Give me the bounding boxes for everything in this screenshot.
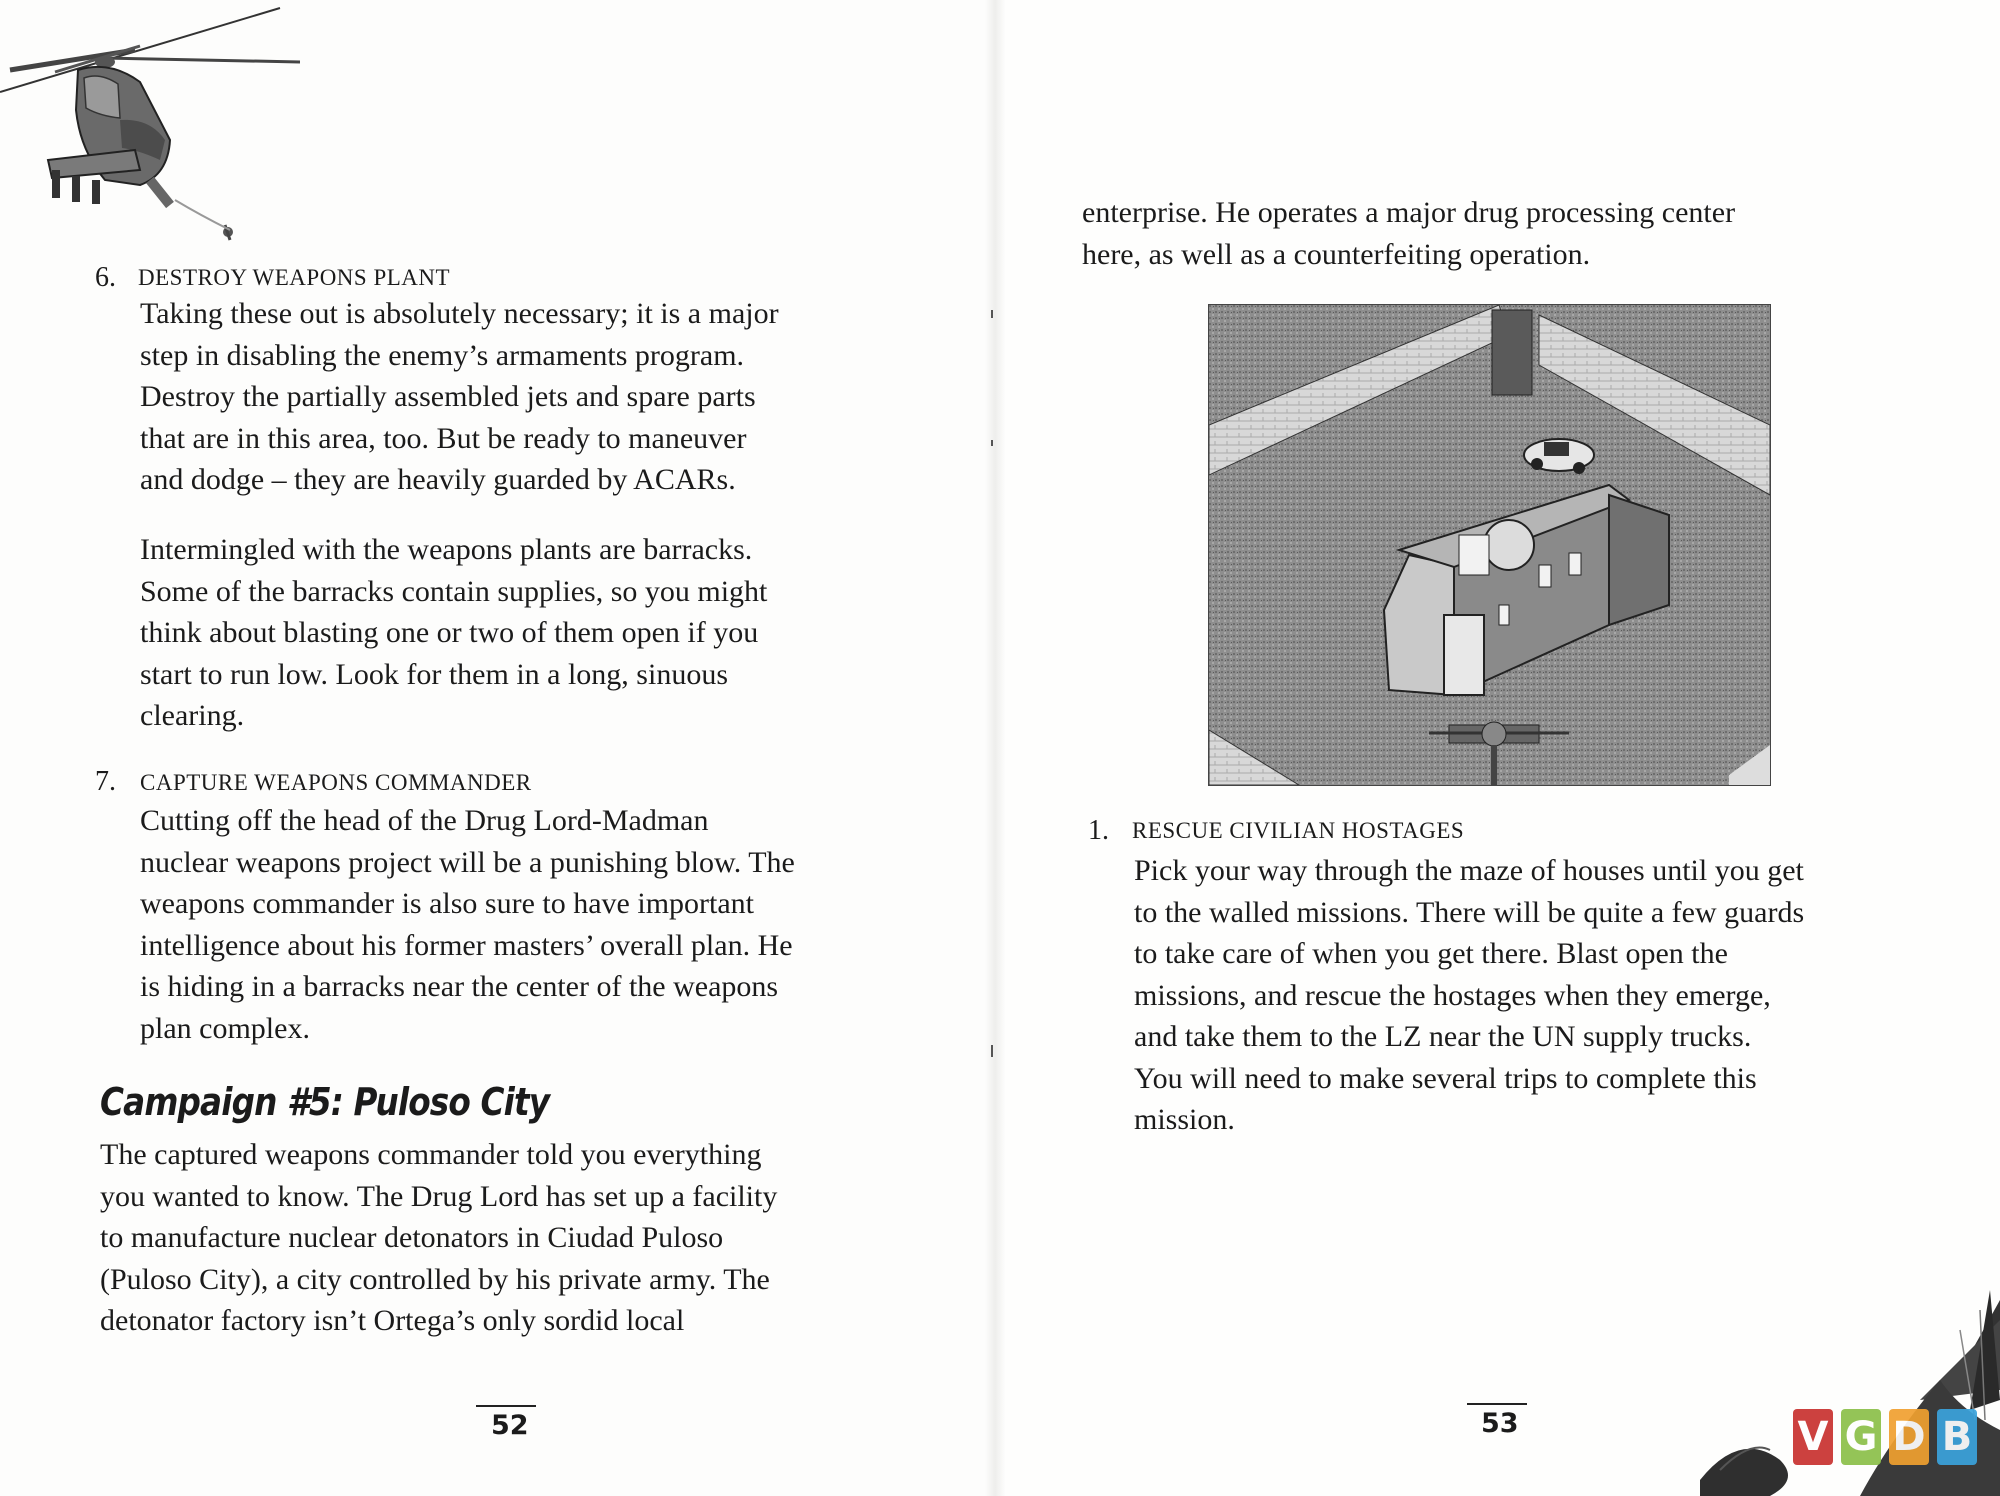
text-line: nuclear weapons project will be a punishing blow. The	[140, 845, 795, 879]
vgdb-watermark	[1793, 1403, 1983, 1473]
text-line: enterprise. He operates a major drug processing center	[1082, 196, 1736, 229]
text-line: mission.	[1134, 1103, 1235, 1136]
item-number: 7.	[95, 766, 116, 797]
text-line: start to run low. Look for them in a long, sinuous	[140, 657, 728, 691]
text-line: detonator factory isn’t Ortega’s only sordid local	[100, 1304, 685, 1337]
text-line: intelligence about his former masters’ overall plan. He	[140, 928, 793, 962]
item-title: CAPTURE WEAPONS COMMANDER	[140, 770, 532, 795]
book-gutter	[985, 0, 1005, 1496]
gutter-mark	[991, 310, 993, 318]
helicopter-illustration	[0, 0, 300, 245]
page-number-rule	[476, 1405, 536, 1407]
watermark-letter: D	[1889, 1409, 1929, 1465]
text-line: to manufacture nuclear detonators in Ciudad Puloso	[100, 1221, 724, 1254]
text-line: that are in this area, too. But be ready to maneuver	[140, 421, 747, 455]
item-title: RESCUE CIVILIAN HOSTAGES	[1132, 818, 1465, 843]
text-line: Intermingled with the weapons plants are barracks.	[140, 533, 753, 566]
text-line: and dodge – they are heavily guarded by ACARs.	[140, 463, 736, 496]
text-line: The captured weapons commander told you everything	[100, 1138, 762, 1171]
text-line: is hiding in a barracks near the center of the weapons	[140, 970, 779, 1003]
page-number-rule	[1467, 1403, 1527, 1405]
item-number: 1.	[1088, 815, 1109, 846]
watermark-letter: B	[1937, 1409, 1977, 1465]
page-number: 53	[1481, 1408, 1519, 1439]
text-line: Taking these out is absolutely necessary; it is a major	[140, 297, 779, 330]
text-line: (Puloso City), a city controlled by his private army. The	[100, 1262, 770, 1296]
item-number: 6.	[95, 262, 116, 293]
text-line: clearing.	[140, 699, 245, 732]
text-line: Cutting off the head of the Drug Lord-Madman	[140, 804, 709, 837]
gutter-mark	[991, 1045, 993, 1057]
text-line: and take them to the LZ near the UN supply trucks.	[1134, 1020, 1752, 1053]
game-screenshot	[1208, 304, 1771, 786]
text-line: Some of the barracks contain supplies, so you might	[140, 574, 768, 608]
paragraph	[140, 529, 767, 737]
text-line: here, as well as a counterfeiting operation.	[1082, 237, 1591, 271]
gutter-mark	[991, 440, 993, 446]
text-line: Pick your way through the maze of houses until you get	[1134, 854, 1804, 887]
watermark-letter: G	[1841, 1409, 1881, 1465]
text-line: to take care of when you get there. Blast open the	[1134, 937, 1728, 970]
text-line: think about blasting one or two of them open if you	[140, 616, 759, 649]
paragraph	[140, 800, 795, 1049]
campaign-heading: Campaign #5: Puloso City	[100, 1080, 550, 1124]
text-line: step in disabling the enemy’s armaments program.	[140, 338, 745, 372]
text-line: You will need to make several trips to complete this	[1134, 1061, 1757, 1095]
continued-paragraph	[1082, 192, 1735, 275]
item-title: DESTROY WEAPONS PLANT	[138, 265, 451, 290]
text-line: weapons commander is also sure to have important	[140, 887, 755, 920]
text-line: you wanted to know. The Drug Lord has set up a facility	[100, 1179, 778, 1213]
text-line: Destroy the partially assembled jets and spare parts	[140, 380, 756, 413]
page-number: 52	[491, 1410, 529, 1441]
text-line: to the walled missions. There will be quite a few guards	[1134, 895, 1805, 929]
watermark-letter: V	[1793, 1409, 1833, 1465]
text-line: plan complex.	[140, 1011, 310, 1045]
paragraph	[140, 293, 779, 501]
campaign-intro	[100, 1134, 777, 1342]
paragraph	[1134, 850, 1804, 1141]
text-line: missions, and rescue the hostages when they emerge,	[1134, 978, 1771, 1012]
